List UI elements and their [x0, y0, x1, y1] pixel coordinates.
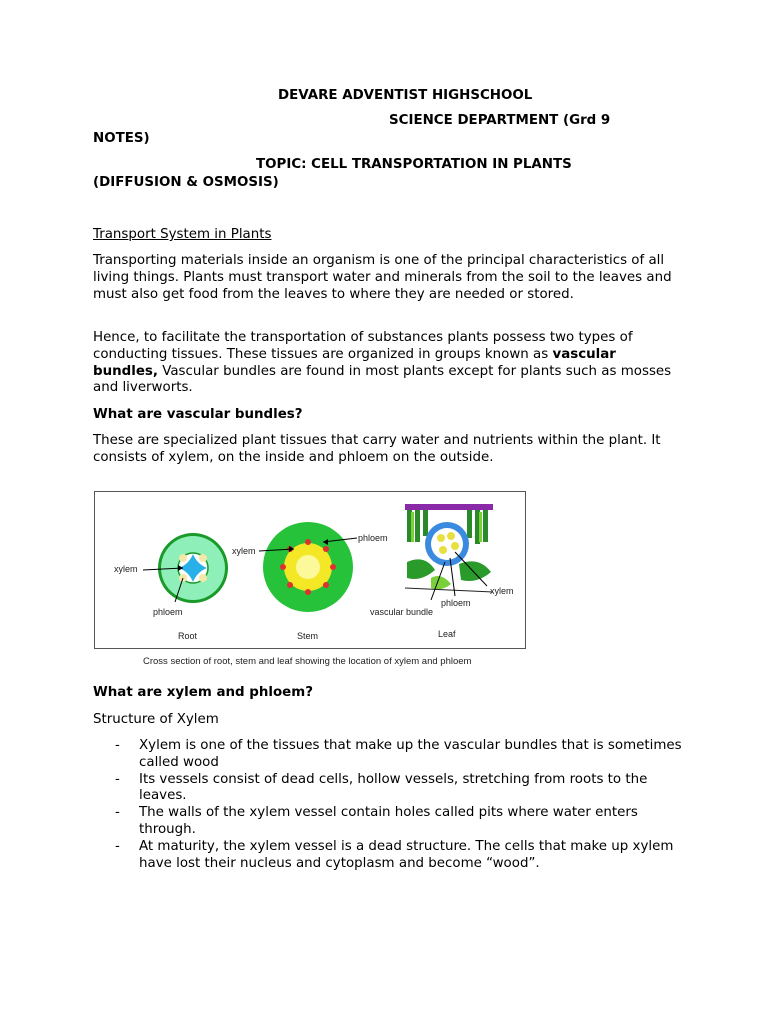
label-leaf-phloem: phloem — [441, 598, 471, 608]
list-item-text: The walls of the xylem vessel contain holes called pits where water enters through. — [139, 805, 638, 837]
label-root: Root — [178, 631, 198, 641]
subheading-xylem-structure: Structure of Xylem — [93, 712, 219, 727]
label-leaf-xylem: xylem — [490, 586, 514, 596]
paragraph-transport: Transporting materials inside an organism is one of the principal characteristics of all living things. Plants must transport water and minerals from the soil to the leaves and must also get food from the leaves to where they are needed or stored. — [93, 253, 672, 302]
root-phloem-patch — [199, 554, 207, 562]
list-item-text: At maturity, the xylem vessel is a dead structure. The cells that make up xylem have lost their nucleus and cytoplasm and become “wood”. — [139, 838, 674, 871]
heading-vascular-bundles: What are vascular bundles? — [93, 407, 303, 422]
school-name: DEVARE ADVENTIST HIGHSCHOOL — [278, 88, 533, 103]
label-stem: Stem — [297, 631, 319, 641]
heading-xylem-phloem: What are xylem and phloem? — [93, 685, 313, 700]
list-item — [93, 839, 693, 873]
bullet-marker: - — [115, 805, 120, 821]
root-phloem-patch — [199, 574, 207, 582]
term-vascular-bundles: vascular bundles, — [93, 346, 616, 379]
stem-pith-centre — [296, 555, 320, 579]
bullet-marker: - — [115, 771, 120, 787]
figure-caption: Cross section of root, stem and leaf showing the location of xylem and phloem — [143, 656, 472, 667]
list-item — [93, 805, 693, 839]
root-phloem-patch — [179, 554, 187, 562]
list-item-text: Xylem is one of the tissues that make up the vascular bundles that is sometimes called wood — [139, 738, 682, 770]
paragraph-text-a: Hence, to facilitate the transportation of substances plants possess two types of conducting tissues. These tissues are organized in groups known as — [93, 330, 633, 362]
cross-section-diagram — [95, 492, 525, 648]
root-diagram — [143, 533, 228, 603]
label-root-xylem: xylem — [114, 564, 138, 574]
department-line-2: NOTES) — [93, 131, 150, 146]
list-item — [93, 772, 693, 806]
cross-section-figure — [94, 491, 526, 649]
department-line-1: SCIENCE DEPARTMENT (Grd 9 — [389, 113, 611, 128]
label-stem-phloem: phloem — [358, 533, 388, 543]
label-root-phloem: phloem — [153, 607, 183, 617]
paragraph-vascular-bundles: These are specialized plant tissues that carry water and nutrients within the plant. It consists of xylem, on the inside and phloem on the outside. — [93, 433, 661, 465]
topic-line-1: TOPIC: CELL TRANSPORTATION IN PLANTS — [256, 157, 572, 172]
xylem-bullet-list — [93, 738, 693, 872]
list-item — [93, 738, 693, 772]
section-heading-transport: Transport System in Plants — [93, 227, 272, 242]
bullet-marker: - — [115, 838, 120, 854]
leaf-diagram — [405, 504, 493, 600]
topic-line-2: (DIFFUSION & OSMOSIS) — [93, 175, 279, 190]
paragraph-text-b: Vascular bundles are found in most plants except for plants such as mosses and liverworts. — [93, 363, 672, 396]
stem-diagram — [259, 522, 357, 612]
label-leaf-vascular-bundle: vascular bundle — [370, 607, 434, 617]
bullet-marker: - — [115, 738, 120, 753]
paragraph-conducting-tissues — [93, 330, 673, 397]
leaf-upper-epidermis — [405, 504, 493, 510]
label-leaf: Leaf — [438, 629, 456, 639]
list-item-text: Its vessels consist of dead cells, hollow vessels, stretching from roots to the leaves. — [139, 771, 648, 804]
label-stem-xylem: xylem — [232, 546, 256, 556]
